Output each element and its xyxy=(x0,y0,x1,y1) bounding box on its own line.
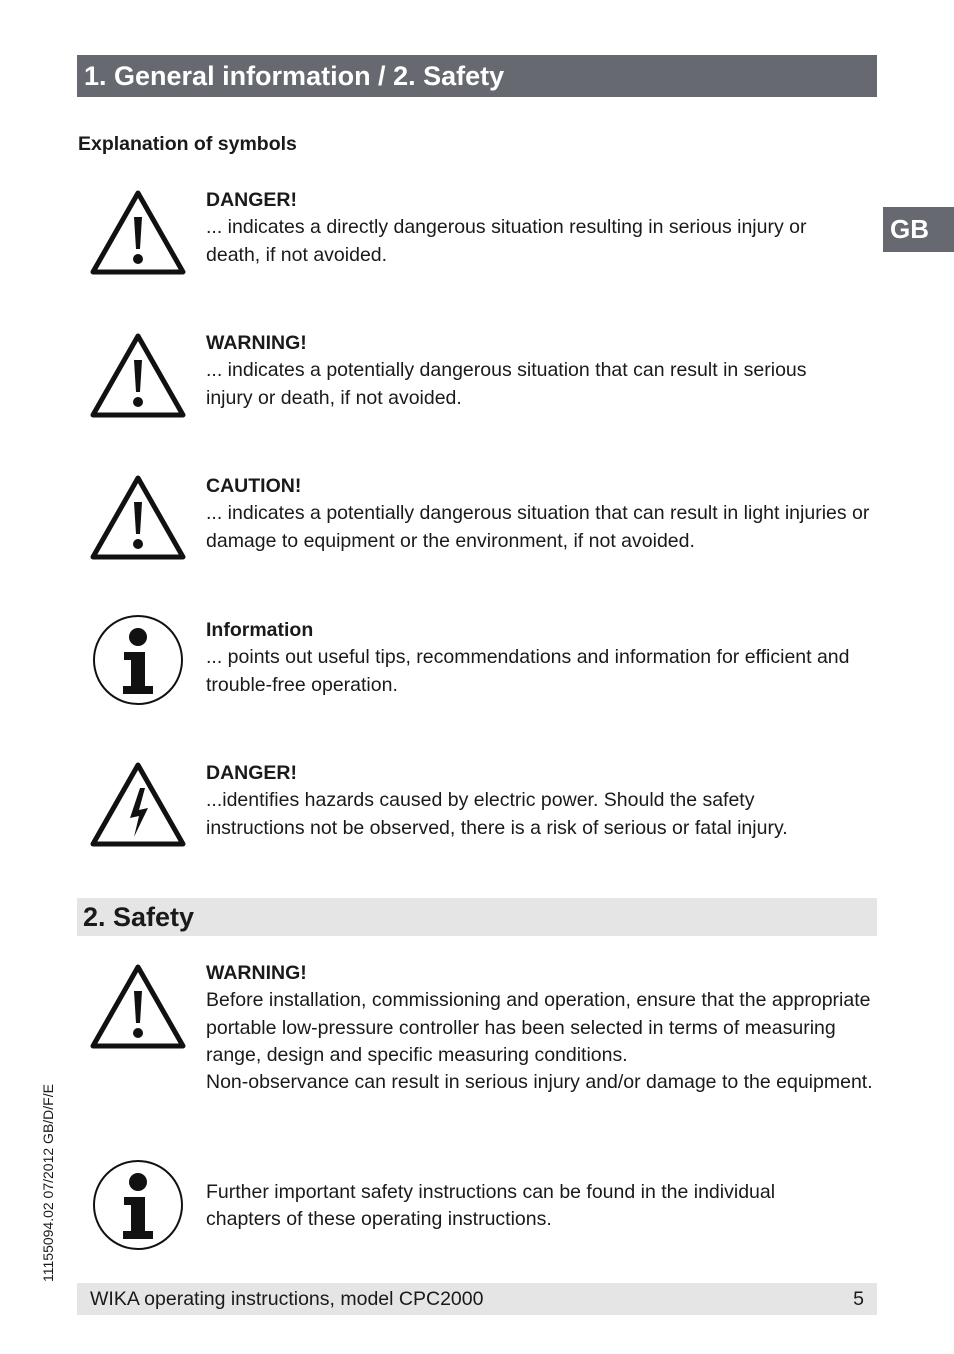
symbol-text: ... indicates a potentially dangerous situation that can result in light injuries or damage to equipment or the environment, if not avoided. xyxy=(206,502,870,552)
warning-triangle-icon xyxy=(90,960,186,1052)
symbol-text: ... indicates a directly dangerous situation resulting in serious injury or death, if not avoided. xyxy=(206,216,807,266)
warning-triangle-icon xyxy=(90,471,186,563)
symbol-warning-block xyxy=(206,330,878,412)
page-number: 5 xyxy=(853,1288,864,1310)
section-heading-safety: 2. Safety xyxy=(77,898,877,936)
safety-info-block xyxy=(206,1179,878,1234)
document-code: 11155094.02 07/2012 GB/D/F/E xyxy=(40,1084,56,1282)
symbol-title: DANGER! xyxy=(206,189,297,211)
symbol-text: ...identifies hazards caused by electric power. Should the safety instructions not be observed, there is a risk of serious or fatal injury. xyxy=(206,789,788,839)
symbol-title: WARNING! xyxy=(206,332,307,354)
information-icon xyxy=(90,614,186,706)
symbol-text: ... indicates a potentially dangerous situation that can result in serious injury or death, if not avoided. xyxy=(206,359,807,409)
symbol-caution-block xyxy=(206,473,878,555)
safety-info-text: Further important safety instructions can be found in the individual chapters of these operating instructions. xyxy=(206,1181,776,1231)
symbol-title: DANGER! xyxy=(206,762,297,784)
safety-warning-title: WARNING! xyxy=(206,962,307,984)
safety-warning-block xyxy=(206,960,878,1096)
symbol-danger-block xyxy=(206,187,878,269)
page-title: 1. General information / 2. Safety xyxy=(77,55,877,97)
safety-warning-text: Before installation, commissioning and operation, ensure that the appropriate portable low-pressure controller has been selected in terms of measuring range, design and specific measuring conditions. xyxy=(206,989,871,1066)
language-tab: GB xyxy=(883,207,954,252)
warning-triangle-icon xyxy=(90,186,186,278)
information-icon xyxy=(90,1159,186,1251)
explanation-heading: Explanation of symbols xyxy=(78,133,297,155)
symbol-text: ... points out useful tips, recommendations and information for efficient and trouble-free operation. xyxy=(206,646,850,696)
symbol-title: CAUTION! xyxy=(206,475,302,497)
symbol-title: Information xyxy=(206,619,314,641)
safety-warning-consequence: Non-observance can result in serious injury and/or damage to the equipment. xyxy=(206,1071,873,1094)
footer xyxy=(77,1283,877,1315)
electrical-hazard-icon xyxy=(90,758,186,850)
footer-text: WIKA operating instructions, model CPC2000 xyxy=(90,1288,484,1310)
symbol-electrical-danger-block xyxy=(206,760,878,842)
symbol-information-block xyxy=(206,617,878,699)
warning-triangle-icon xyxy=(90,329,186,421)
